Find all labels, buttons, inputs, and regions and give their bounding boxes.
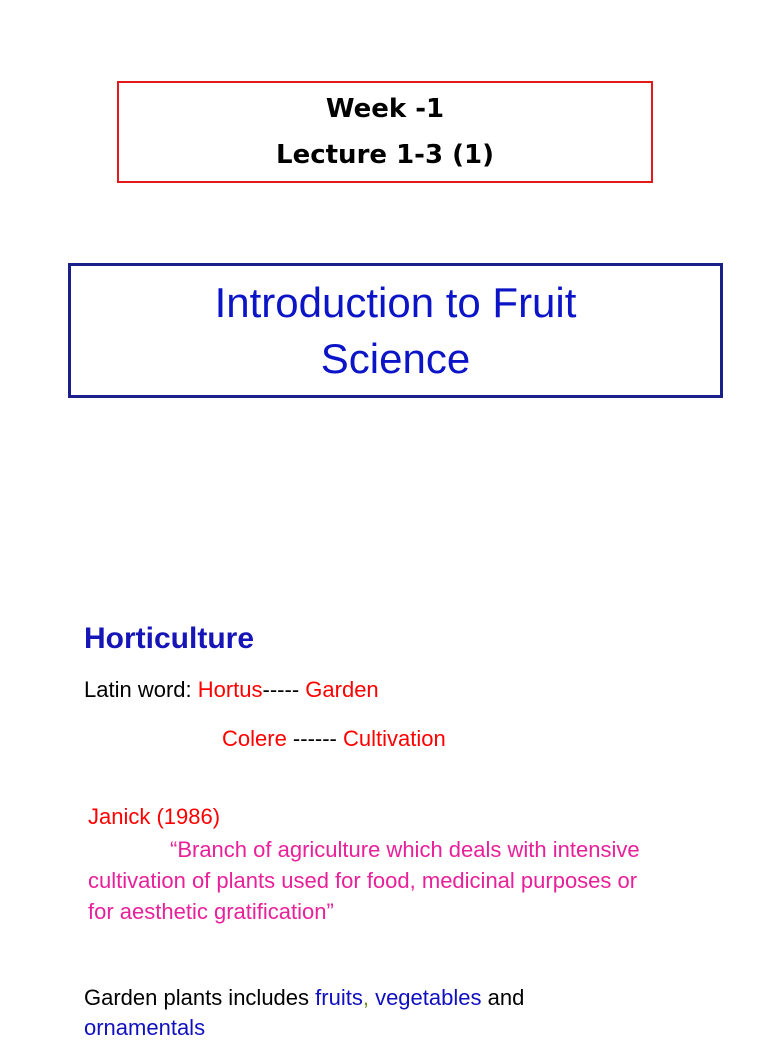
term-fruits: fruits — [315, 985, 363, 1010]
week-label: Week -1 — [325, 94, 445, 124]
garden-plants-line — [84, 985, 524, 1011]
latin-word-label: Latin word: — [84, 677, 198, 702]
title-line-2: Science — [320, 334, 471, 382]
definition-quote: “Branch of agriculture which deals with intensive cultivation of plants used for food, medicinal purposes or for aesthetic gratification” — [88, 837, 640, 924]
conjunction-and: and — [481, 985, 525, 1010]
dash-separator: ------ — [292, 726, 337, 751]
week-lecture-box — [117, 81, 653, 183]
title-box — [68, 263, 723, 398]
latin-word-line — [84, 677, 379, 703]
title-line-1: Introduction to Fruit — [214, 278, 577, 326]
term-colere: Colere — [222, 726, 293, 751]
section-heading-horticulture: Horticulture — [84, 622, 255, 655]
colere-line — [222, 726, 446, 752]
term-garden: Garden — [299, 677, 379, 702]
garden-plants-continuation: ornamentals — [84, 1015, 206, 1040]
term-vegetables: vegetables — [368, 985, 482, 1010]
term-hortus: Hortus — [197, 677, 263, 702]
term-cultivation: Cultivation — [336, 726, 446, 751]
dash-separator: ----- — [262, 677, 300, 702]
lecture-label: Lecture 1-3 (1) — [276, 140, 494, 170]
definition-author: Janick (1986) — [88, 804, 221, 829]
definition-quote-block — [88, 834, 648, 927]
comma: , — [362, 985, 369, 1010]
garden-plants-lead: Garden plants includes — [84, 985, 316, 1010]
